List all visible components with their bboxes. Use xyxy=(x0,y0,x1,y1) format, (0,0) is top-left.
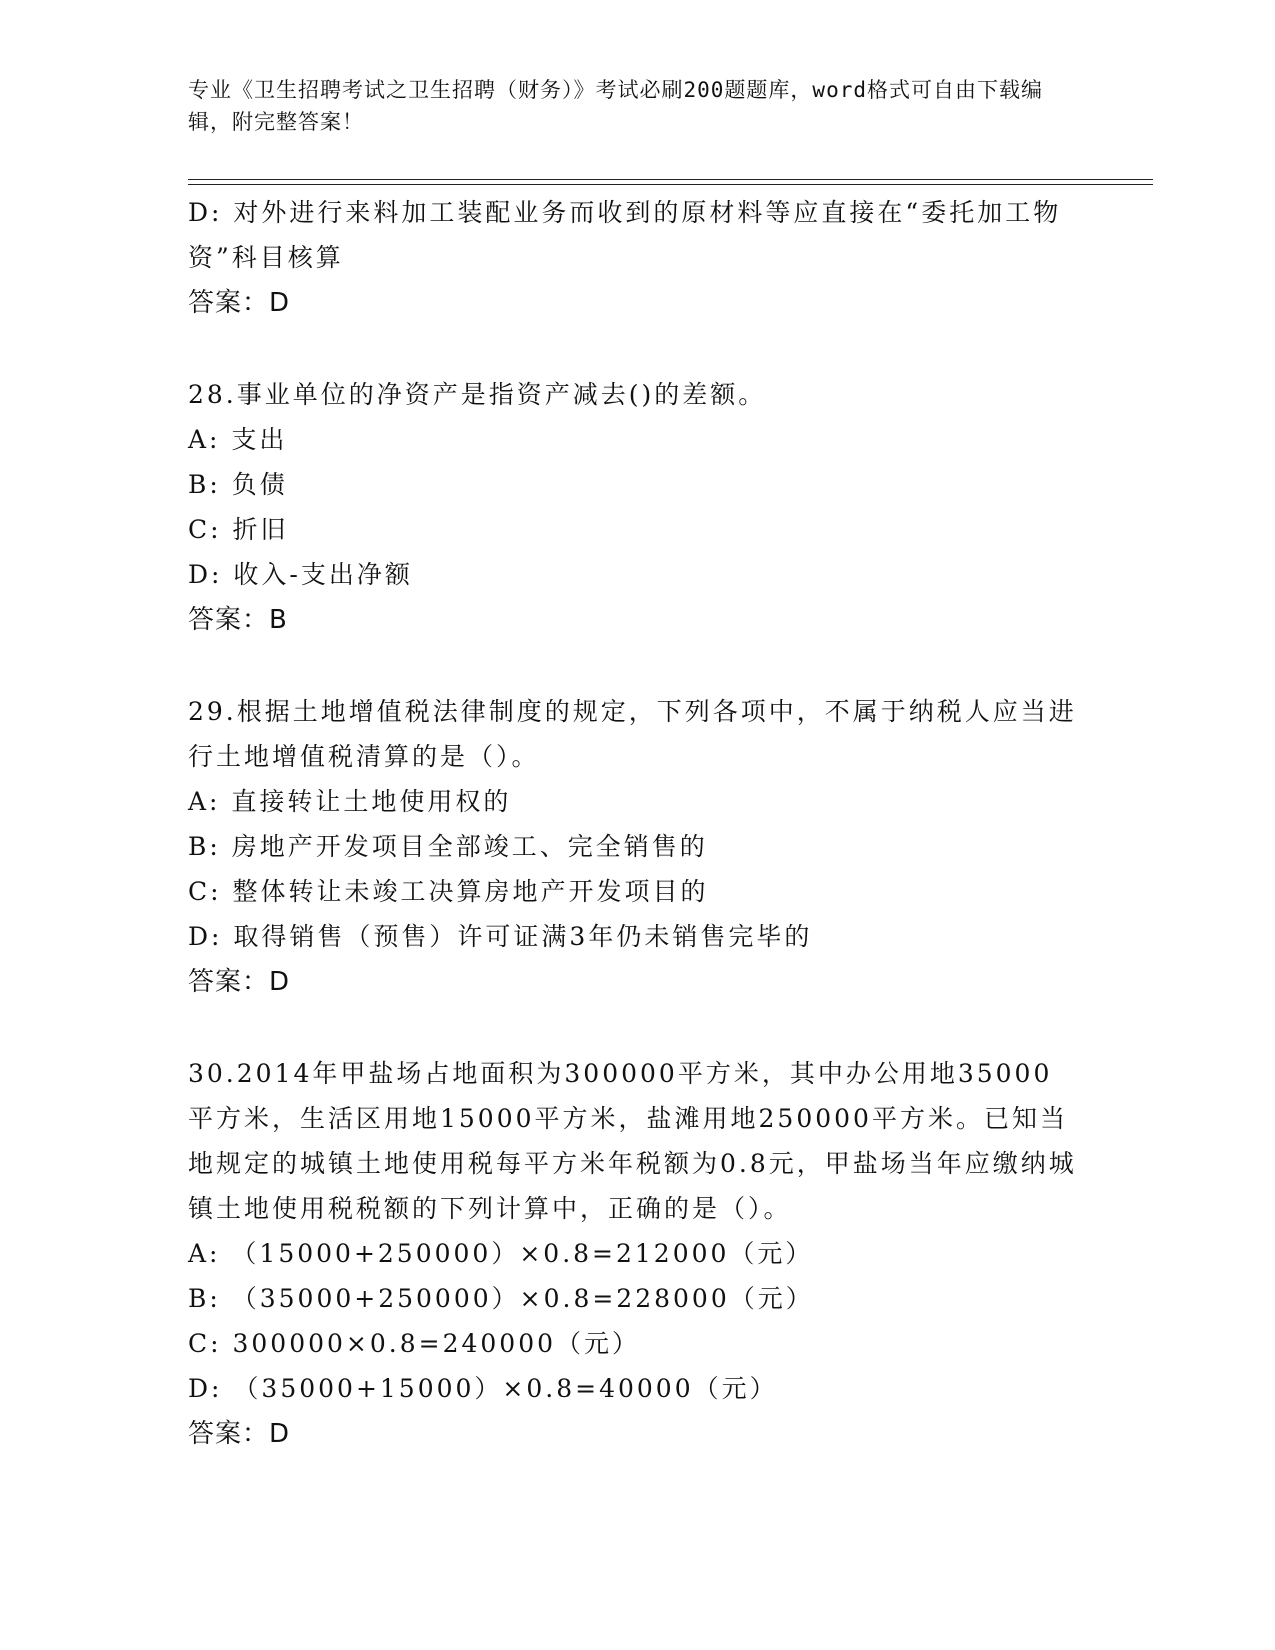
option-b: B: 负债 xyxy=(188,470,288,499)
answer-label: 答案：D xyxy=(188,967,291,997)
option-d: D: 对外进行来料加工装配业务而收到的原材料等应直接在“委托加工物资”科目核算 xyxy=(188,198,1062,272)
question-stem: 30.2014年甲盐场占地面积为300000平方米，其中办公用地35000平方米，生活区用地15000平方米，盐滩用地250000平方米。已知当地规定的城镇土地使用税每平方米年税额为0.8元，甲盐场当年应缴纳城镇土地使用税税额的下列计算中，正确的是（）。 xyxy=(188,1059,1077,1223)
question-stem: 29.根据土地增值税法律制度的规定，下列各项中，不属于纳税人应当进行土地增值税清算的是（）。 xyxy=(188,697,1077,771)
question-stem: 28.事业单位的净资产是指资产减去()的差额。 xyxy=(188,380,767,409)
answer-label: 答案：D xyxy=(188,1419,291,1449)
option-c: C: 整体转让未竣工决算房地产开发项目的 xyxy=(188,877,709,906)
header-rule-top xyxy=(188,179,1153,180)
option-d: D: 取得销售（预售）许可证满3年仍未销售完毕的 xyxy=(188,922,813,951)
option-b: B: 房地产开发项目全部竣工、完全销售的 xyxy=(188,832,708,861)
answer-label: 答案：B xyxy=(188,605,288,635)
option-c: C: 300000×0.8=240000（元） xyxy=(188,1329,641,1358)
question-list xyxy=(188,190,1078,1457)
document-header: 专业《卫生招聘考试之卫生招聘（财务）》考试必刷200题题库，word格式可自由下载编辑，附完整答案！ xyxy=(188,78,1043,134)
option-d: D: 收入-支出净额 xyxy=(188,560,413,589)
header-rule-bottom xyxy=(188,184,1153,185)
option-a: A: （15000+250000）×0.8=212000（元） xyxy=(188,1239,814,1268)
option-a: A: 支出 xyxy=(188,425,288,454)
option-a: A: 直接转让土地使用权的 xyxy=(188,787,512,816)
option-d: D: （35000+15000）×0.8=40000（元） xyxy=(188,1374,778,1403)
option-c: C: 折旧 xyxy=(188,515,289,544)
question-27-tail xyxy=(188,190,1078,326)
option-b: B: （35000+250000）×0.8=228000（元） xyxy=(188,1284,814,1313)
question-30 xyxy=(188,1051,1078,1457)
question-29 xyxy=(188,689,1078,1005)
question-28 xyxy=(188,372,1078,643)
answer-label: 答案：D xyxy=(188,288,291,318)
